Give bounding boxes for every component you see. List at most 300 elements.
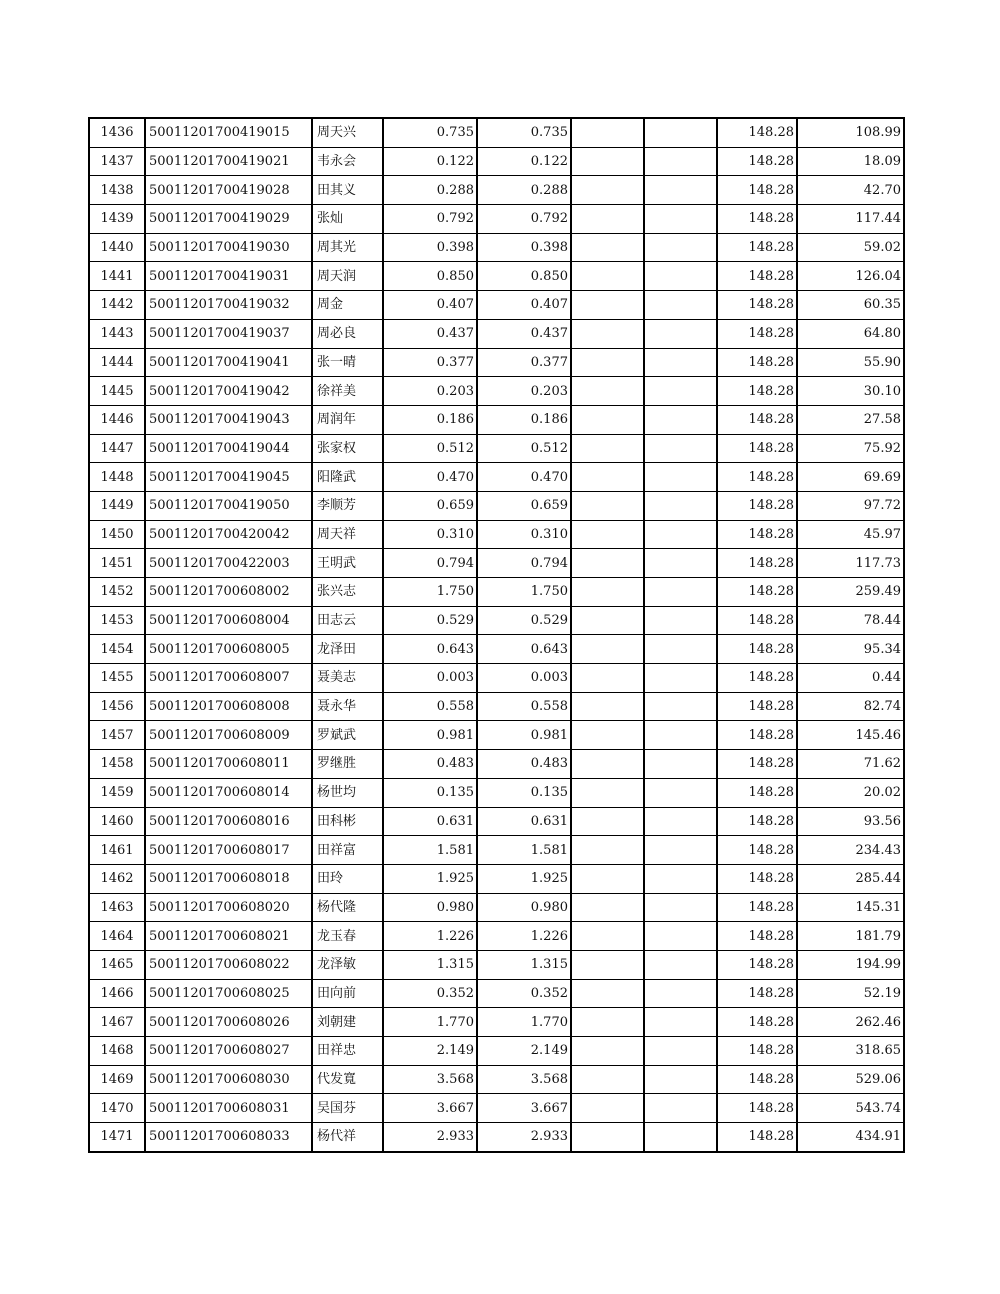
table-row	[89, 1123, 904, 1152]
table-row	[89, 1065, 904, 1094]
area-a-cell: 0.512	[383, 434, 477, 463]
table-row	[89, 348, 904, 377]
row-number-cell: 1453	[89, 606, 145, 635]
unit-price-cell: 148.28	[717, 979, 797, 1008]
area-b-cell: 0.643	[477, 635, 571, 664]
owner-name-cell: 张家权	[312, 434, 383, 463]
area-a-cell: 0.659	[383, 491, 477, 520]
area-a-cell: 0.980	[383, 893, 477, 922]
area-a-cell: 3.667	[383, 1094, 477, 1123]
row-number-cell: 1440	[89, 233, 145, 262]
table-row	[89, 578, 904, 607]
amount-cell: 18.09	[797, 147, 904, 176]
parcel-code-cell: 50011201700608021	[145, 922, 312, 951]
table-row	[89, 1037, 904, 1066]
parcel-code-cell: 50011201700419041	[145, 348, 312, 377]
blank-col-2-cell	[644, 635, 717, 664]
amount-cell: 55.90	[797, 348, 904, 377]
amount-cell: 117.44	[797, 205, 904, 234]
parcel-code-cell: 50011201700608022	[145, 950, 312, 979]
owner-name-cell: 徐祥美	[312, 377, 383, 406]
owner-name-cell: 田祥富	[312, 836, 383, 865]
area-a-cell: 0.631	[383, 807, 477, 836]
table-row	[89, 950, 904, 979]
area-b-cell: 0.981	[477, 721, 571, 750]
row-number-cell: 1455	[89, 664, 145, 693]
table-row	[89, 635, 904, 664]
amount-cell: 318.65	[797, 1037, 904, 1066]
blank-col-1-cell	[571, 291, 644, 320]
row-number-cell: 1441	[89, 262, 145, 291]
owner-name-cell: 龙玉春	[312, 922, 383, 951]
area-b-cell: 2.149	[477, 1037, 571, 1066]
owner-name-cell: 罗斌武	[312, 721, 383, 750]
owner-name-cell: 周润年	[312, 405, 383, 434]
blank-col-2-cell	[644, 1094, 717, 1123]
blank-col-2-cell	[644, 922, 717, 951]
amount-cell: 108.99	[797, 118, 904, 147]
row-number-cell: 1458	[89, 750, 145, 779]
owner-name-cell: 田玲	[312, 864, 383, 893]
owner-name-cell: 杨代祥	[312, 1123, 383, 1152]
unit-price-cell: 148.28	[717, 463, 797, 492]
blank-col-2-cell	[644, 348, 717, 377]
unit-price-cell: 148.28	[717, 1065, 797, 1094]
row-number-cell: 1438	[89, 176, 145, 205]
blank-col-1-cell	[571, 1094, 644, 1123]
owner-name-cell: 王明武	[312, 549, 383, 578]
parcel-code-cell: 50011201700419028	[145, 176, 312, 205]
unit-price-cell: 148.28	[717, 377, 797, 406]
blank-col-2-cell	[644, 1008, 717, 1037]
parcel-code-cell: 50011201700420042	[145, 520, 312, 549]
area-b-cell: 0.203	[477, 377, 571, 406]
amount-cell: 59.02	[797, 233, 904, 262]
area-b-cell: 0.437	[477, 319, 571, 348]
table-row	[89, 979, 904, 1008]
blank-col-1-cell	[571, 979, 644, 1008]
blank-col-1-cell	[571, 893, 644, 922]
table-row	[89, 405, 904, 434]
area-b-cell: 0.631	[477, 807, 571, 836]
unit-price-cell: 148.28	[717, 750, 797, 779]
unit-price-cell: 148.28	[717, 664, 797, 693]
owner-name-cell: 刘朝建	[312, 1008, 383, 1037]
parcel-code-cell: 50011201700419015	[145, 118, 312, 147]
area-a-cell: 0.003	[383, 664, 477, 693]
row-number-cell: 1444	[89, 348, 145, 377]
area-a-cell: 2.149	[383, 1037, 477, 1066]
blank-col-1-cell	[571, 463, 644, 492]
owner-name-cell: 张一晴	[312, 348, 383, 377]
owner-name-cell: 田科彬	[312, 807, 383, 836]
blank-col-2-cell	[644, 836, 717, 865]
unit-price-cell: 148.28	[717, 118, 797, 147]
parcel-code-cell: 50011201700419030	[145, 233, 312, 262]
table-row	[89, 233, 904, 262]
table-row	[89, 463, 904, 492]
amount-cell: 529.06	[797, 1065, 904, 1094]
unit-price-cell: 148.28	[717, 606, 797, 635]
blank-col-1-cell	[571, 147, 644, 176]
unit-price-cell: 148.28	[717, 721, 797, 750]
owner-name-cell: 田其义	[312, 176, 383, 205]
amount-cell: 30.10	[797, 377, 904, 406]
area-b-cell: 0.122	[477, 147, 571, 176]
parcel-code-cell: 50011201700419050	[145, 491, 312, 520]
table-row	[89, 118, 904, 147]
area-b-cell: 0.310	[477, 520, 571, 549]
parcel-code-cell: 50011201700419029	[145, 205, 312, 234]
unit-price-cell: 148.28	[717, 578, 797, 607]
area-a-cell: 0.310	[383, 520, 477, 549]
area-a-cell: 0.529	[383, 606, 477, 635]
unit-price-cell: 148.28	[717, 147, 797, 176]
unit-price-cell: 148.28	[717, 836, 797, 865]
row-number-cell: 1467	[89, 1008, 145, 1037]
blank-col-1-cell	[571, 807, 644, 836]
amount-cell: 181.79	[797, 922, 904, 951]
amount-cell: 117.73	[797, 549, 904, 578]
area-b-cell: 1.770	[477, 1008, 571, 1037]
area-a-cell: 1.226	[383, 922, 477, 951]
parcel-code-cell: 50011201700419045	[145, 463, 312, 492]
area-b-cell: 0.352	[477, 979, 571, 1008]
owner-name-cell: 张灿	[312, 205, 383, 234]
blank-col-1-cell	[571, 721, 644, 750]
area-a-cell: 0.203	[383, 377, 477, 406]
owner-name-cell: 吴国芬	[312, 1094, 383, 1123]
row-number-cell: 1468	[89, 1037, 145, 1066]
parcel-code-cell: 50011201700419031	[145, 262, 312, 291]
owner-name-cell: 聂美志	[312, 664, 383, 693]
blank-col-2-cell	[644, 1123, 717, 1152]
unit-price-cell: 148.28	[717, 778, 797, 807]
blank-col-1-cell	[571, 176, 644, 205]
row-number-cell: 1452	[89, 578, 145, 607]
amount-cell: 434.91	[797, 1123, 904, 1152]
blank-col-2-cell	[644, 434, 717, 463]
area-a-cell: 1.925	[383, 864, 477, 893]
amount-cell: 52.19	[797, 979, 904, 1008]
blank-col-1-cell	[571, 950, 644, 979]
blank-col-2-cell	[644, 1037, 717, 1066]
parcel-code-cell: 50011201700419037	[145, 319, 312, 348]
unit-price-cell: 148.28	[717, 176, 797, 205]
area-b-cell: 0.794	[477, 549, 571, 578]
blank-col-2-cell	[644, 750, 717, 779]
owner-name-cell: 杨代隆	[312, 893, 383, 922]
amount-cell: 82.74	[797, 692, 904, 721]
unit-price-cell: 148.28	[717, 692, 797, 721]
unit-price-cell: 148.28	[717, 1123, 797, 1152]
unit-price-cell: 148.28	[717, 1037, 797, 1066]
parcel-code-cell: 50011201700608007	[145, 664, 312, 693]
amount-cell: 71.62	[797, 750, 904, 779]
table-row	[89, 692, 904, 721]
area-a-cell: 1.581	[383, 836, 477, 865]
owner-name-cell: 周天润	[312, 262, 383, 291]
area-b-cell: 0.135	[477, 778, 571, 807]
blank-col-2-cell	[644, 578, 717, 607]
blank-col-1-cell	[571, 692, 644, 721]
blank-col-2-cell	[644, 950, 717, 979]
area-a-cell: 1.770	[383, 1008, 477, 1037]
area-a-cell: 0.792	[383, 205, 477, 234]
owner-name-cell: 龙泽敏	[312, 950, 383, 979]
unit-price-cell: 148.28	[717, 520, 797, 549]
blank-col-2-cell	[644, 979, 717, 1008]
area-b-cell: 1.581	[477, 836, 571, 865]
area-a-cell: 0.470	[383, 463, 477, 492]
area-a-cell: 1.750	[383, 578, 477, 607]
parcel-code-cell: 50011201700419042	[145, 377, 312, 406]
area-a-cell: 0.735	[383, 118, 477, 147]
unit-price-cell: 148.28	[717, 807, 797, 836]
blank-col-2-cell	[644, 692, 717, 721]
row-number-cell: 1462	[89, 864, 145, 893]
amount-cell: 262.46	[797, 1008, 904, 1037]
area-b-cell: 0.659	[477, 491, 571, 520]
row-number-cell: 1439	[89, 205, 145, 234]
blank-col-1-cell	[571, 233, 644, 262]
blank-col-2-cell	[644, 118, 717, 147]
blank-col-2-cell	[644, 549, 717, 578]
owner-name-cell: 周天兴	[312, 118, 383, 147]
area-a-cell: 0.377	[383, 348, 477, 377]
blank-col-1-cell	[571, 262, 644, 291]
area-b-cell: 0.850	[477, 262, 571, 291]
blank-col-1-cell	[571, 118, 644, 147]
table-row	[89, 291, 904, 320]
blank-col-2-cell	[644, 864, 717, 893]
blank-col-2-cell	[644, 520, 717, 549]
amount-cell: 20.02	[797, 778, 904, 807]
parcel-code-cell: 50011201700608018	[145, 864, 312, 893]
parcel-code-cell: 50011201700608030	[145, 1065, 312, 1094]
owner-name-cell: 聂永华	[312, 692, 383, 721]
row-number-cell: 1436	[89, 118, 145, 147]
data-table	[88, 117, 905, 1153]
blank-col-2-cell	[644, 377, 717, 406]
unit-price-cell: 148.28	[717, 319, 797, 348]
area-b-cell: 0.470	[477, 463, 571, 492]
row-number-cell: 1461	[89, 836, 145, 865]
blank-col-2-cell	[644, 176, 717, 205]
blank-col-1-cell	[571, 635, 644, 664]
owner-name-cell: 田祥忠	[312, 1037, 383, 1066]
amount-cell: 194.99	[797, 950, 904, 979]
owner-name-cell: 龙泽田	[312, 635, 383, 664]
area-b-cell: 0.980	[477, 893, 571, 922]
amount-cell: 145.46	[797, 721, 904, 750]
blank-col-2-cell	[644, 233, 717, 262]
row-number-cell: 1464	[89, 922, 145, 951]
owner-name-cell: 周其光	[312, 233, 383, 262]
row-number-cell: 1460	[89, 807, 145, 836]
table-row	[89, 319, 904, 348]
area-a-cell: 0.135	[383, 778, 477, 807]
unit-price-cell: 148.28	[717, 635, 797, 664]
table-row	[89, 606, 904, 635]
parcel-code-cell: 50011201700419043	[145, 405, 312, 434]
blank-col-1-cell	[571, 434, 644, 463]
table-row	[89, 147, 904, 176]
amount-cell: 0.44	[797, 664, 904, 693]
amount-cell: 93.56	[797, 807, 904, 836]
area-a-cell: 0.850	[383, 262, 477, 291]
blank-col-2-cell	[644, 291, 717, 320]
unit-price-cell: 148.28	[717, 405, 797, 434]
blank-col-2-cell	[644, 205, 717, 234]
amount-cell: 126.04	[797, 262, 904, 291]
unit-price-cell: 148.28	[717, 233, 797, 262]
blank-col-2-cell	[644, 807, 717, 836]
unit-price-cell: 148.28	[717, 205, 797, 234]
unit-price-cell: 148.28	[717, 922, 797, 951]
amount-cell: 27.58	[797, 405, 904, 434]
parcel-code-cell: 50011201700419021	[145, 147, 312, 176]
area-a-cell: 0.643	[383, 635, 477, 664]
row-number-cell: 1470	[89, 1094, 145, 1123]
blank-col-1-cell	[571, 1008, 644, 1037]
area-a-cell: 0.794	[383, 549, 477, 578]
amount-cell: 45.97	[797, 520, 904, 549]
area-b-cell: 0.558	[477, 692, 571, 721]
unit-price-cell: 148.28	[717, 1008, 797, 1037]
amount-cell: 145.31	[797, 893, 904, 922]
area-a-cell: 0.558	[383, 692, 477, 721]
area-b-cell: 0.407	[477, 291, 571, 320]
amount-cell: 95.34	[797, 635, 904, 664]
unit-price-cell: 148.28	[717, 262, 797, 291]
area-a-cell: 0.122	[383, 147, 477, 176]
area-b-cell: 0.186	[477, 405, 571, 434]
row-number-cell: 1451	[89, 549, 145, 578]
blank-col-2-cell	[644, 1065, 717, 1094]
blank-col-1-cell	[571, 1123, 644, 1152]
row-number-cell: 1459	[89, 778, 145, 807]
blank-col-2-cell	[644, 721, 717, 750]
row-number-cell: 1445	[89, 377, 145, 406]
parcel-code-cell: 50011201700608033	[145, 1123, 312, 1152]
blank-col-2-cell	[644, 319, 717, 348]
parcel-code-cell: 50011201700608017	[145, 836, 312, 865]
blank-col-1-cell	[571, 1037, 644, 1066]
table-row	[89, 491, 904, 520]
unit-price-cell: 148.28	[717, 893, 797, 922]
table-row	[89, 520, 904, 549]
parcel-code-cell: 50011201700419032	[145, 291, 312, 320]
area-a-cell: 0.437	[383, 319, 477, 348]
area-a-cell: 0.352	[383, 979, 477, 1008]
blank-col-1-cell	[571, 549, 644, 578]
row-number-cell: 1450	[89, 520, 145, 549]
blank-col-2-cell	[644, 147, 717, 176]
table-body	[89, 118, 904, 1152]
parcel-code-cell: 50011201700608020	[145, 893, 312, 922]
owner-name-cell: 周金	[312, 291, 383, 320]
blank-col-1-cell	[571, 348, 644, 377]
parcel-code-cell: 50011201700608011	[145, 750, 312, 779]
parcel-code-cell: 50011201700608026	[145, 1008, 312, 1037]
row-number-cell: 1448	[89, 463, 145, 492]
area-a-cell: 0.483	[383, 750, 477, 779]
table-row	[89, 864, 904, 893]
amount-cell: 60.35	[797, 291, 904, 320]
row-number-cell: 1471	[89, 1123, 145, 1152]
owner-name-cell: 田向前	[312, 979, 383, 1008]
area-b-cell: 2.933	[477, 1123, 571, 1152]
area-b-cell: 0.288	[477, 176, 571, 205]
table-row	[89, 1008, 904, 1037]
table-row	[89, 1094, 904, 1123]
blank-col-1-cell	[571, 836, 644, 865]
area-b-cell: 0.003	[477, 664, 571, 693]
owner-name-cell: 代发寬	[312, 1065, 383, 1094]
blank-col-2-cell	[644, 664, 717, 693]
area-b-cell: 0.735	[477, 118, 571, 147]
area-b-cell: 0.377	[477, 348, 571, 377]
area-a-cell: 0.407	[383, 291, 477, 320]
parcel-code-cell: 50011201700608014	[145, 778, 312, 807]
parcel-code-cell: 50011201700608002	[145, 578, 312, 607]
amount-cell: 285.44	[797, 864, 904, 893]
amount-cell: 75.92	[797, 434, 904, 463]
blank-col-1-cell	[571, 922, 644, 951]
table-row	[89, 893, 904, 922]
amount-cell: 543.74	[797, 1094, 904, 1123]
row-number-cell: 1446	[89, 405, 145, 434]
row-number-cell: 1454	[89, 635, 145, 664]
amount-cell: 78.44	[797, 606, 904, 635]
amount-cell: 42.70	[797, 176, 904, 205]
parcel-code-cell: 50011201700608005	[145, 635, 312, 664]
area-b-cell: 3.568	[477, 1065, 571, 1094]
row-number-cell: 1437	[89, 147, 145, 176]
row-number-cell: 1456	[89, 692, 145, 721]
table-row	[89, 721, 904, 750]
owner-name-cell: 周必良	[312, 319, 383, 348]
blank-col-2-cell	[644, 491, 717, 520]
owner-name-cell: 张兴志	[312, 578, 383, 607]
owner-name-cell: 阳隆武	[312, 463, 383, 492]
blank-col-1-cell	[571, 606, 644, 635]
parcel-code-cell: 50011201700608008	[145, 692, 312, 721]
blank-col-2-cell	[644, 893, 717, 922]
area-a-cell: 0.981	[383, 721, 477, 750]
row-number-cell: 1463	[89, 893, 145, 922]
area-b-cell: 0.529	[477, 606, 571, 635]
area-b-cell: 0.512	[477, 434, 571, 463]
row-number-cell: 1447	[89, 434, 145, 463]
blank-col-1-cell	[571, 578, 644, 607]
area-a-cell: 2.933	[383, 1123, 477, 1152]
owner-name-cell: 周天祥	[312, 520, 383, 549]
parcel-code-cell: 50011201700608009	[145, 721, 312, 750]
table-row	[89, 836, 904, 865]
row-number-cell: 1457	[89, 721, 145, 750]
blank-col-2-cell	[644, 778, 717, 807]
unit-price-cell: 148.28	[717, 434, 797, 463]
table-row	[89, 205, 904, 234]
table-row	[89, 922, 904, 951]
blank-col-1-cell	[571, 778, 644, 807]
blank-col-2-cell	[644, 405, 717, 434]
amount-cell: 234.43	[797, 836, 904, 865]
area-a-cell: 0.288	[383, 176, 477, 205]
blank-col-1-cell	[571, 205, 644, 234]
